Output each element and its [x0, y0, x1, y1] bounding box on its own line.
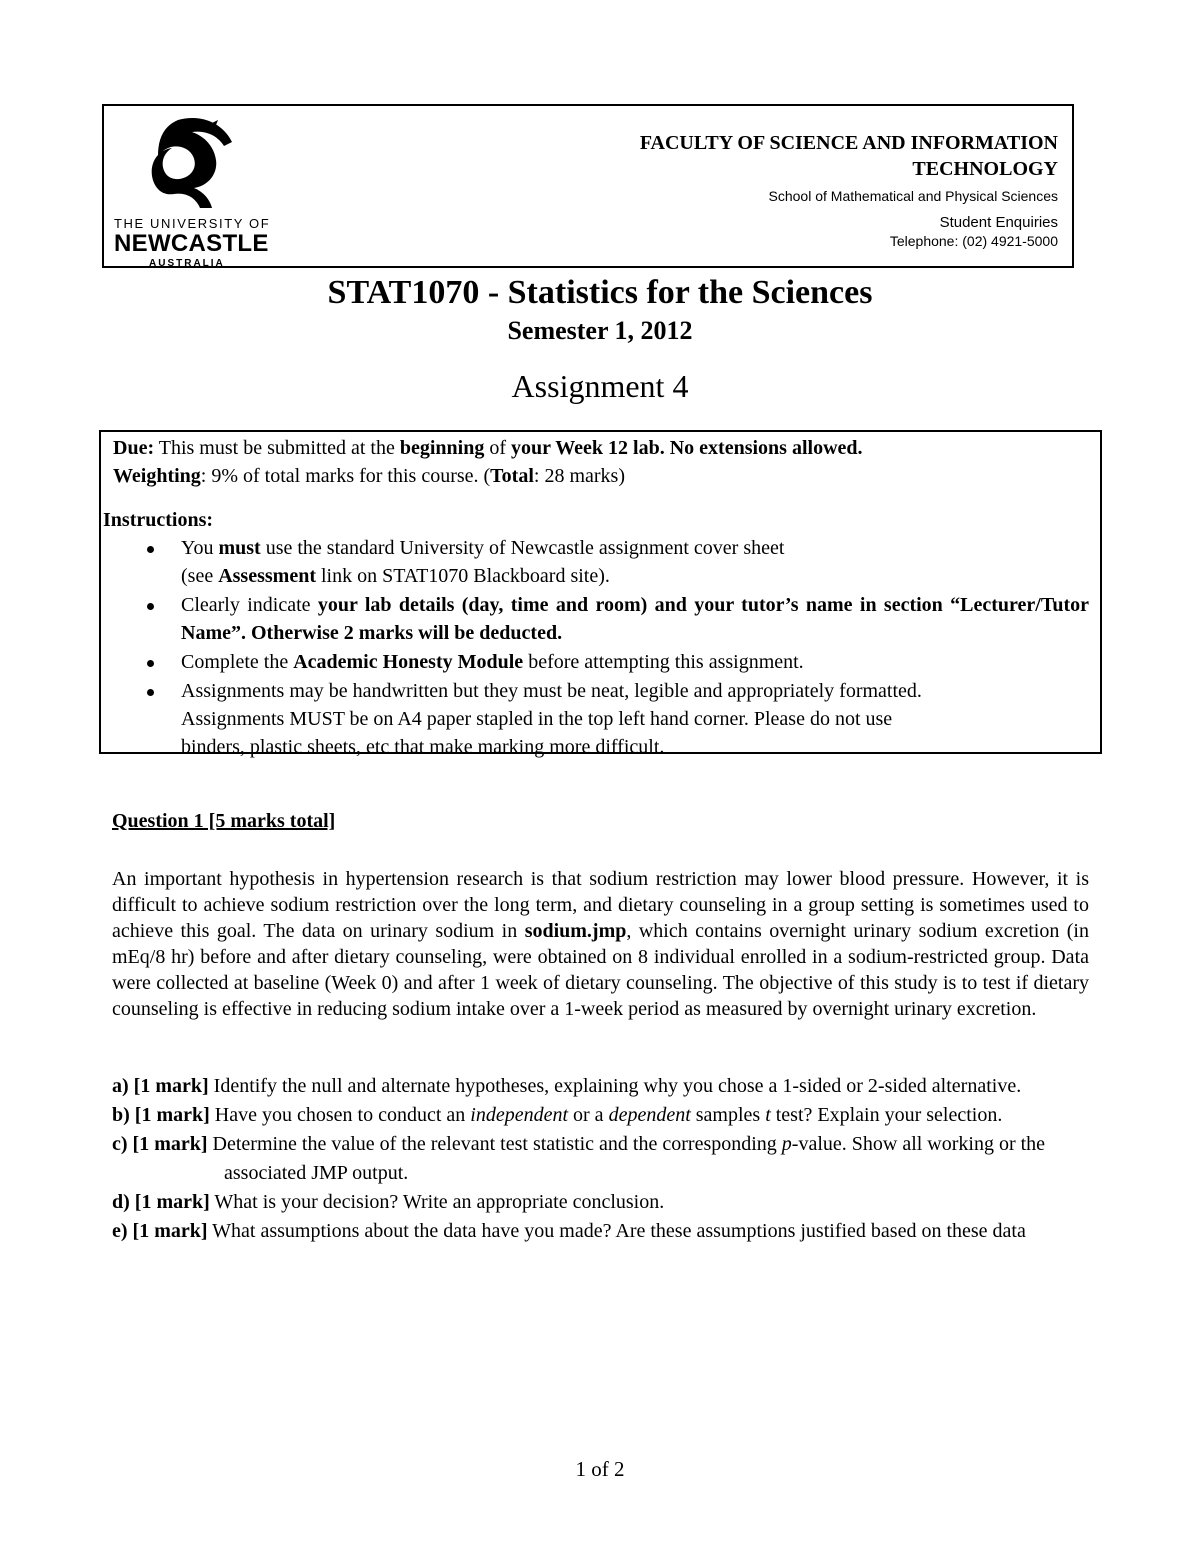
due-label: Due:: [113, 437, 155, 459]
header-box: [102, 104, 1074, 268]
total-label: Total: [490, 465, 534, 487]
logo-line-2: NEWCASTLE: [114, 230, 269, 257]
b2-bold: your lab details (day, time and room) and your tutor’s name in section “Lecturer/Tutor Name”. Otherwise 2 marks will be deducted.: [181, 594, 1090, 644]
faculty-name-line-2: TECHNOLOGY: [912, 158, 1058, 180]
part-mark: [1 mark]: [133, 1075, 209, 1097]
part-em: independent: [470, 1104, 569, 1126]
part-text: or a: [568, 1104, 609, 1126]
b1-c: (see: [181, 565, 219, 587]
b1-a: You: [181, 537, 219, 559]
b1-d: link on STAT1070 Blackboard site).: [315, 565, 610, 587]
list-item: [101, 648, 1101, 676]
b3-a: Complete the: [181, 651, 294, 673]
part-text: Have you chosen to conduct an: [209, 1104, 471, 1126]
bullet-text-1: [181, 534, 1089, 562]
part-label: d): [112, 1191, 130, 1213]
instructions-heading: Instructions:: [103, 509, 214, 531]
bullet-text-1b: [181, 562, 1089, 590]
part-mark: [1 mark]: [134, 1104, 210, 1126]
bullet-icon: [147, 603, 154, 610]
q1-file-name: sodium.jmp: [524, 920, 627, 942]
faculty-block: [538, 130, 1058, 249]
part-text: test? Explain your selection.: [770, 1104, 1003, 1126]
instructions-box: [99, 430, 1102, 758]
bullet-text-4a: Assignments may be handwritten but they must be neat, legible and appropriately formatted.: [181, 680, 922, 702]
part-mark: [1 mark]: [132, 1133, 208, 1155]
telephone: Telephone: (02) 4921-5000: [889, 233, 1058, 249]
course-title: STAT1070 - Statistics for the Sciences: [327, 274, 873, 311]
bullet-icon: [147, 660, 154, 667]
b3-b: before attempting this assignment.: [523, 651, 804, 673]
part-text: -value. Show all working or the associated JMP output.: [224, 1133, 1046, 1184]
b2-a: Clearly indicate: [181, 594, 318, 616]
part-d: [112, 1188, 1089, 1217]
due-text: This must be submitted at the: [154, 437, 400, 459]
part-label: a): [112, 1075, 129, 1097]
part-mark: [1 mark]: [134, 1191, 210, 1213]
part-label: b): [112, 1104, 130, 1126]
part-em: t: [765, 1104, 771, 1126]
part-e: [112, 1217, 1089, 1246]
part-mark: [1 mark]: [132, 1220, 208, 1242]
instructions-list: [101, 534, 1101, 762]
question-1-body: [112, 866, 1089, 1022]
seahorse-logo-icon: [148, 116, 238, 208]
part-label: e): [112, 1220, 128, 1242]
university-logo: [112, 116, 282, 269]
weighting-text: : 9% of total marks for this course. (: [200, 465, 491, 487]
part-em: p: [781, 1133, 792, 1155]
page-number: 1 of 2: [575, 1457, 625, 1481]
part-text: Identify the null and alternate hypotheses, explaining why you chose a 1-sided or 2-sided alternative.: [208, 1075, 1022, 1097]
assignment-title: Assignment 4: [511, 368, 689, 404]
due-week: your Week 12 lab. No extensions allowed.: [511, 437, 863, 459]
part-label: c): [112, 1133, 128, 1155]
question-1-parts: [112, 1072, 1089, 1246]
b1-bold2: Assessment: [218, 565, 316, 587]
logo-line-1: THE UNIVERSITY OF: [114, 216, 271, 231]
list-item: [101, 591, 1101, 647]
part-b: [112, 1101, 1089, 1130]
q1-body-b: , which contains overnight urinary sodium excretion (in mEq/8 hr) before and after dietary counseling, were obtained on 8 individual enrolled in a sodium-restricted group. Data were collected at baseline (Week 0) and after 1 week of dietary counseling. The objective of this study is to test if dietary counseling is effective in reducing sodium intake over a 1-week period as measured by overnight urinary excretion.: [112, 920, 1089, 1020]
due-line: [113, 434, 863, 462]
due-text-2: of: [484, 437, 511, 459]
list-item: [101, 534, 1101, 590]
b1-b: use the standard University of Newcastle assignment cover sheet: [260, 537, 785, 559]
semester: Semester 1, 2012: [507, 316, 693, 345]
school-name: School of Mathematical and Physical Sciences: [768, 188, 1058, 204]
part-a: [112, 1072, 1089, 1101]
bullet-icon: [147, 546, 154, 553]
bullet-text-4b: Assignments MUST be on A4 paper stapled in the top left hand corner. Please do not use: [181, 708, 893, 730]
part-em: dependent: [608, 1104, 691, 1126]
part-text: Determine the value of the relevant test statistic and the corresponding: [207, 1133, 782, 1155]
bullet-text-2: [181, 591, 1089, 647]
bullet-text-4c: binders, plastic sheets, etc that make marking more difficult.: [181, 736, 665, 758]
weighting-line: [113, 462, 625, 490]
due-beginning: beginning: [399, 437, 485, 459]
part-text: What is your decision? Write an appropriate conclusion.: [209, 1191, 665, 1213]
part-text: samples: [690, 1104, 766, 1126]
weighting-label: Weighting: [113, 465, 201, 487]
b3-bold: Academic Honesty Module: [293, 651, 524, 673]
total-text: : 28 marks): [533, 465, 625, 487]
logo-line-3: AUSTRALIA: [149, 258, 225, 269]
bullet-text-3: [181, 648, 1089, 676]
student-enquiries: Student Enquiries: [939, 214, 1058, 231]
faculty-name-line-1: FACULTY OF SCIENCE AND INFORMATION: [639, 132, 1058, 154]
part-c: [112, 1130, 1089, 1188]
bullet-icon: [147, 689, 154, 696]
part-text: What assumptions about the data have you made? Are these assumptions justified based on these data: [207, 1220, 1026, 1242]
question-1-title: Question 1 [5 marks total]: [112, 810, 336, 832]
b1-bold: must: [218, 537, 261, 559]
list-item: [101, 677, 1101, 761]
q1-body-a: An important hypothesis in hypertension research is that sodium restriction may lower blood pressure. However, it is difficult to achieve sodium restriction over the long term, and dietary counseling in a group setting is sometimes used to achieve this goal. The data on urinary sodium in: [112, 868, 1089, 942]
